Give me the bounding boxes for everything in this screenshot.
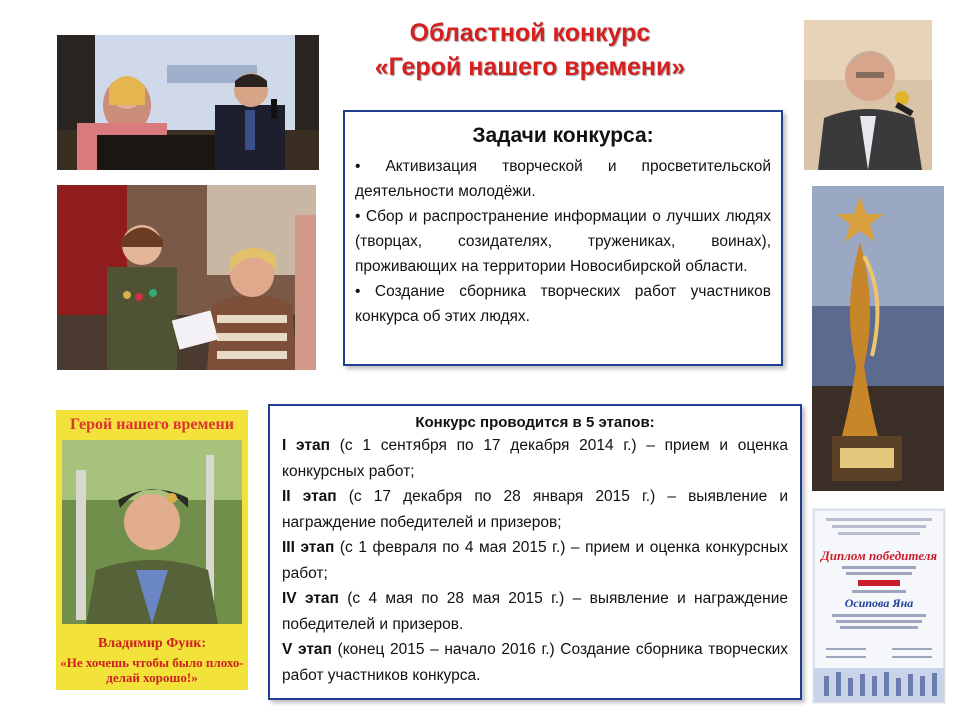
stage-2-label: II этап bbox=[282, 488, 337, 505]
poster-quote: «Не хочешь чтобы было плохо- делай хорошо!» bbox=[60, 655, 244, 685]
photo-trophy-statuette bbox=[812, 186, 944, 491]
stage-3-label: III этап bbox=[282, 539, 335, 556]
stage-1 bbox=[282, 433, 788, 484]
stage-3-text: (с 1 февраля по 4 мая 2015 г.) – прием и оценка конкурсных работ; bbox=[282, 539, 788, 582]
tasks-heading: Задачи конкурса: bbox=[472, 124, 654, 147]
stages-heading: Конкурс проводится в 5 этапов: bbox=[415, 414, 655, 431]
slide-title bbox=[300, 16, 760, 84]
poster-name: Владимир Функ: bbox=[97, 636, 207, 651]
tasks-item-1: • Активизация творческой и просветительской деятельности молодёжи. bbox=[355, 158, 771, 200]
stage-3 bbox=[282, 535, 788, 586]
title-line-1: Областной конкурс bbox=[409, 19, 651, 47]
stage-1-text: (с 1 сентября по 17 декабря 2014 г.) – прием и оценка конкурсных работ; bbox=[282, 437, 788, 480]
poster-title: Герой нашего времени bbox=[70, 416, 234, 433]
stage-2-text: (с 17 декабря по 28 января 2015 г.) – выявление и награждение победителей и призеров; bbox=[282, 488, 788, 531]
stage-2 bbox=[282, 484, 788, 535]
diploma-title: Диплом победителя bbox=[820, 548, 938, 563]
stages-box bbox=[268, 404, 802, 700]
tasks-box bbox=[343, 110, 783, 366]
title-line-2: «Герой нашего времени» bbox=[374, 53, 686, 81]
stage-5-text: (конец 2015 – начало 2016 г.) Создание сборника творческих работ участников конкурса. bbox=[282, 641, 789, 684]
stage-4-text: (с 4 мая по 28 мая 2015 г.) – выявление и награждение победителей и призеров. bbox=[282, 590, 788, 633]
winner-diploma bbox=[812, 508, 946, 704]
tasks-item-3: • Создание сборника творческих работ участников конкурса об этих людях. bbox=[355, 283, 771, 325]
tasks-item-2: • Сбор и распространение информации о лучших людях (творцах, созидателях, тружениках, воинах), проживающих на территории Новосибирской области. bbox=[355, 208, 771, 275]
stage-5-label: V этап bbox=[282, 641, 332, 658]
photo-award-ceremony bbox=[57, 185, 316, 370]
stage-1-label: I этап bbox=[282, 437, 330, 454]
poster-hero-of-our-time bbox=[56, 410, 248, 690]
poster-caption bbox=[56, 636, 248, 685]
photo-speakers-lectern bbox=[57, 35, 319, 170]
stage-5 bbox=[282, 637, 788, 688]
diploma-recipient: Осипова Яна bbox=[844, 596, 914, 610]
photo-man-with-microphone bbox=[804, 20, 932, 170]
stage-4-label: IV этап bbox=[282, 590, 339, 607]
stage-4 bbox=[282, 586, 788, 637]
